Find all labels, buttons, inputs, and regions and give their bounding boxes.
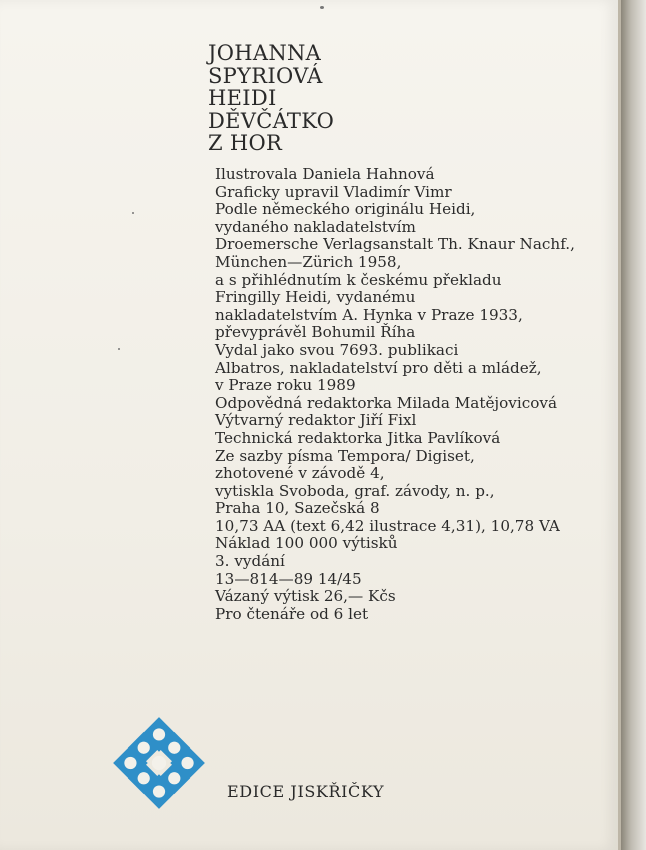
- imprint-line: převyprávěl Bohumil Říha: [215, 323, 416, 342]
- imprint-line: v Praze roku 1989: [215, 376, 356, 395]
- imprint-line: Odpovědná redaktorka Milada Matějovicová: [215, 393, 558, 412]
- imprint-line: Vázaný výtisk 26,— Kčs: [215, 587, 396, 606]
- title-line-2: DĚVČÁTKO: [208, 108, 335, 133]
- imprint-line: Graficky upravil Vladimír Vimr: [215, 182, 452, 201]
- imprint-line: Ilustrovala Daniela Hahnová: [215, 165, 435, 183]
- imprint-line: Praha 10, Sazečská 8: [215, 499, 380, 518]
- imprint-line: vydaného nakladatelstvím: [215, 217, 416, 236]
- jiskricky-logo-icon: [108, 712, 210, 814]
- edition-name: EDICE JISKŘIČKY: [227, 782, 385, 801]
- author-first-name: JOHANNA: [208, 41, 322, 65]
- paper-speck: [320, 6, 324, 9]
- imprint-line: Podle německého originálu Heidi,: [215, 200, 476, 219]
- title-line-3: Z HOR: [208, 131, 283, 155]
- title-line-1: HEIDI: [208, 86, 277, 110]
- page-gutter: [621, 0, 646, 850]
- imprint-line: Albatros, nakladatelství pro děti a mládež,: [215, 358, 542, 377]
- paper-speck: [118, 348, 120, 350]
- imprint-line: München—Zürich 1958,: [215, 252, 402, 271]
- imprint-text: [215, 166, 575, 623]
- imprint-line: 3. vydání: [215, 552, 285, 571]
- imprint-line: Droemersche Verlagsanstalt Th. Knaur Nachf.,: [215, 235, 575, 254]
- imprint-line: a s přihlédnutím k českému překladu: [215, 270, 502, 289]
- imprint-line: Ze sazby písma Tempora/ Digiset,: [215, 446, 475, 465]
- imprint-line: 13—814—89 14/45: [215, 569, 362, 588]
- imprint-line: zhotovené v závodě 4,: [215, 464, 385, 483]
- imprint-line: vytiskla Svoboda, graf. závody, n. p.,: [215, 481, 495, 500]
- imprint-line: Vydal jako svou 7693. publikaci: [215, 340, 459, 359]
- paper-speck: [132, 212, 134, 214]
- book-title: [208, 42, 334, 155]
- imprint-line: Výtvarný redaktor Jiří Fixl: [215, 411, 417, 430]
- imprint-line: nakladatelstvím A. Hynka v Praze 1933,: [215, 305, 523, 324]
- imprint-line: Technická redaktorka Jitka Pavlíková: [215, 428, 501, 447]
- imprint-line: Fringilly Heidi, vydanému: [215, 288, 416, 307]
- author-last-name: SPYRIOVÁ: [208, 63, 323, 88]
- imprint-line: Pro čtenáře od 6 let: [215, 604, 369, 623]
- imprint-line: 10,73 AA (text 6,42 ilustrace 4,31), 10,78 VA: [215, 516, 560, 535]
- imprint-line: Náklad 100 000 výtisků: [215, 534, 398, 553]
